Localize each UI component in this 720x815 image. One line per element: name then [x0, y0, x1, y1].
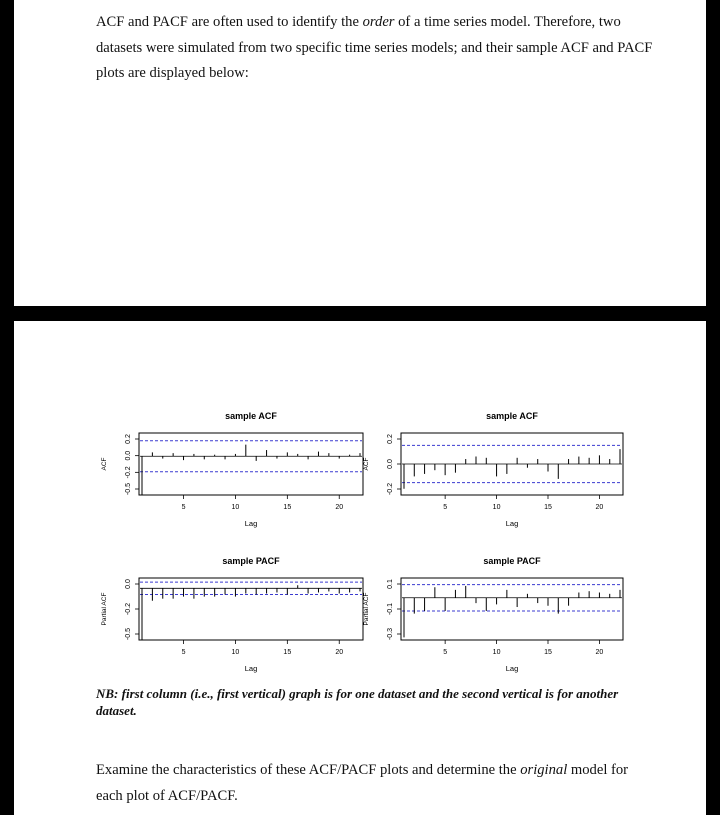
- x-axis-label: Lag: [505, 664, 519, 673]
- x-tick-label: 10: [231, 504, 240, 511]
- x-axis-label: Lag: [244, 519, 258, 528]
- chart-title: sample ACF: [225, 411, 277, 421]
- x-axis-label: Lag: [505, 519, 519, 528]
- y-tick-label: -0.3: [387, 627, 394, 641]
- chart-title: sample ACF: [486, 411, 538, 421]
- x-tick-label: 20: [595, 649, 604, 656]
- x-tick-label: 15: [544, 504, 552, 511]
- x-tick-label: 15: [544, 649, 552, 656]
- x-tick-label: 20: [335, 504, 344, 511]
- x-axis-label: Lag: [244, 664, 258, 673]
- y-tick-label: 0.0: [387, 459, 394, 469]
- document-page-bottom: [14, 321, 706, 815]
- x-tick-label: 5: [443, 504, 448, 511]
- y-axis-label: ACF: [101, 457, 108, 471]
- y-tick-label: -0.5: [125, 482, 132, 496]
- intro-paragraph: ACF and PACF are often used to identify the order of a time series model. Therefore, two datasets were simulated from two specific time series models; and their sample ACF and PACF plots are displayed below:: [96, 14, 653, 81]
- y-tick-label: -0.1: [387, 602, 394, 616]
- x-tick-label: 10: [492, 504, 501, 511]
- x-tick-label: 5: [181, 504, 186, 511]
- chart-panel-3: [101, 556, 363, 673]
- x-tick-label: 15: [283, 504, 292, 511]
- x-tick-label: 15: [283, 649, 292, 656]
- y-tick-label: -0.2: [125, 602, 132, 616]
- y-tick-label: -0.5: [125, 627, 132, 641]
- y-axis-label: ACF: [363, 457, 370, 471]
- y-tick-label: -0.2: [387, 482, 394, 496]
- plot-frame: [139, 578, 363, 640]
- y-axis-label: Partial ACF: [363, 592, 370, 626]
- y-axis-label: Partial ACF: [101, 592, 108, 626]
- chart-panel-1: [101, 411, 363, 528]
- acf-pacf-figure: [14, 321, 706, 815]
- y-tick-label: 0.1: [387, 579, 394, 589]
- examine-paragraph: Examine the characteristics of these ACF/PACF plots and determine the original model for each plot of ACF/PACF.: [96, 762, 629, 804]
- x-tick-label: 10: [231, 649, 240, 656]
- y-tick-label: -0.2: [125, 466, 132, 479]
- y-tick-label: 0.2: [387, 434, 394, 444]
- chart-panel-2: [363, 411, 623, 528]
- x-tick-label: 20: [335, 649, 344, 656]
- plot-frame: [401, 578, 623, 640]
- x-tick-label: 20: [595, 504, 604, 511]
- x-tick-label: 5: [181, 649, 186, 656]
- chart-title: sample PACF: [483, 556, 541, 566]
- plot-frame: [139, 433, 363, 495]
- chart-panel-4: [363, 556, 623, 673]
- x-tick-label: 5: [443, 649, 448, 656]
- y-tick-label: 0.2: [125, 434, 132, 444]
- chart-title: sample PACF: [222, 556, 280, 566]
- nb-note: NB: first column (i.e., first vertical) graph is for one dataset and the second vertical is for another dataset.: [96, 686, 619, 718]
- y-tick-label: 0.0: [125, 450, 132, 461]
- x-tick-label: 10: [492, 649, 501, 656]
- document-page-top: [14, 0, 706, 306]
- y-tick-label: 0.0: [125, 579, 132, 589]
